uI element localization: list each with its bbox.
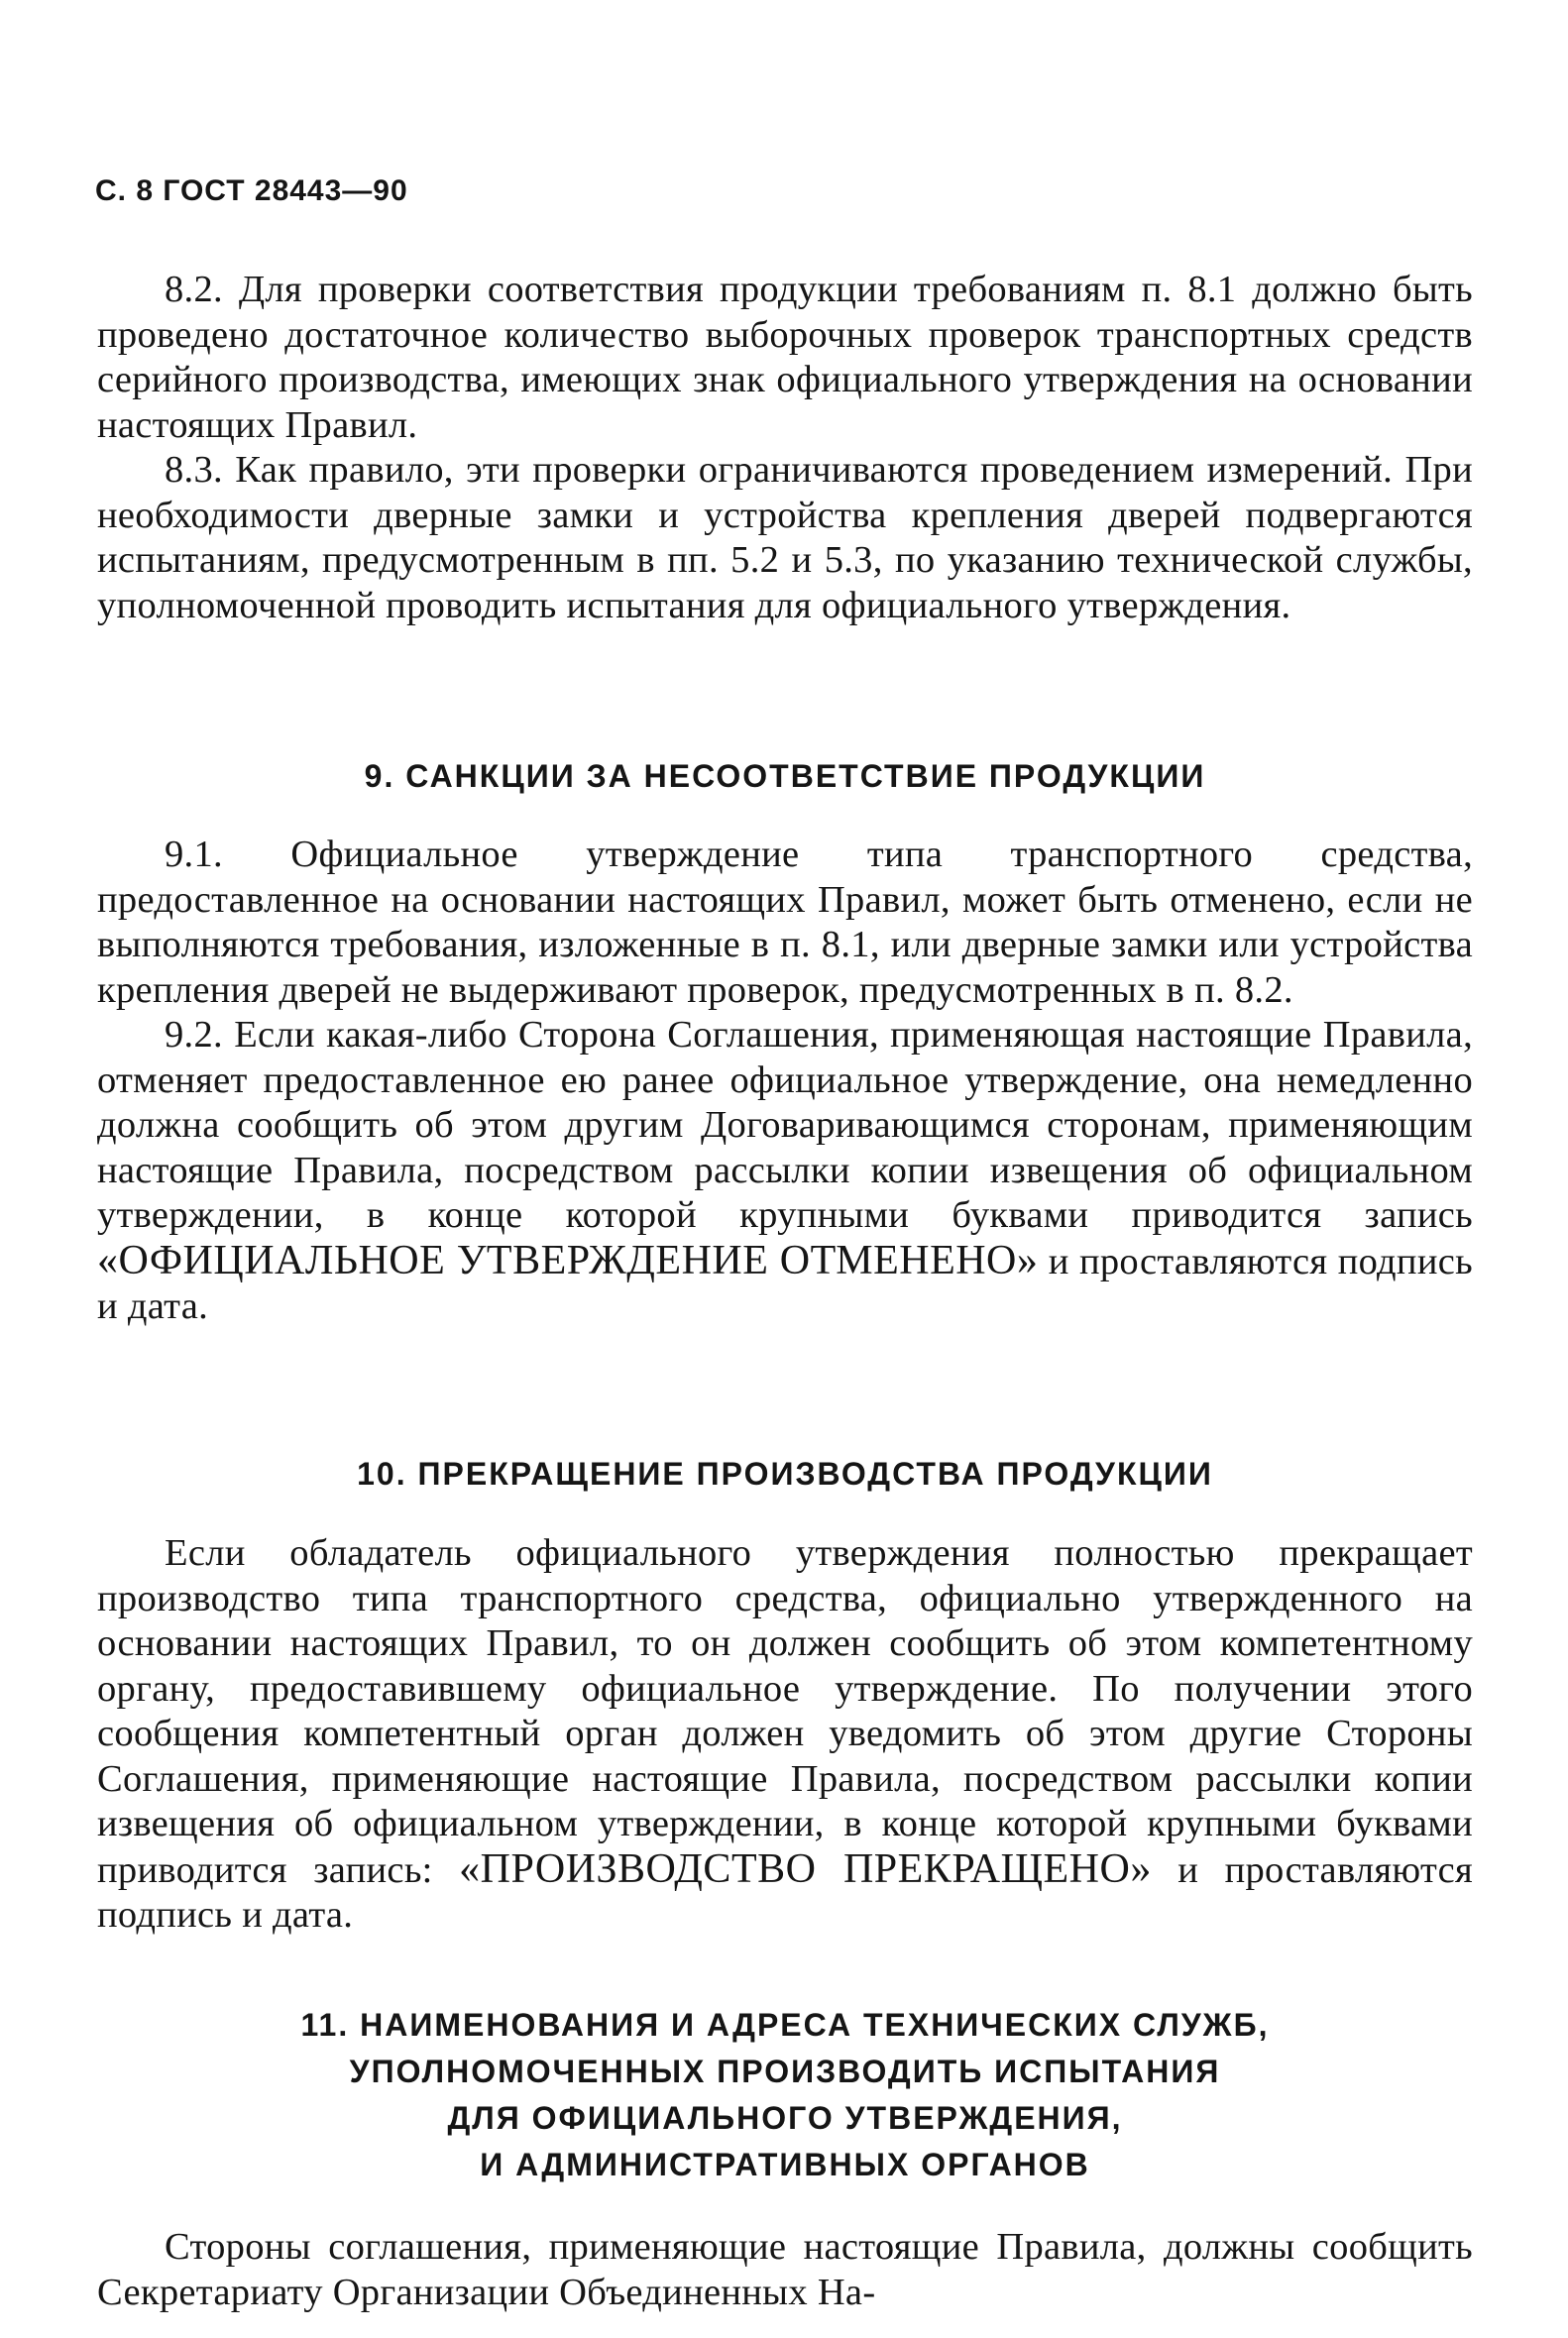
section-11-heading-line: 11. НАИМЕНОВАНИЯ И АДРЕСА ТЕХНИЧЕСКИХ СЛУЖБ, (300, 2007, 1270, 2043)
discontinuation-notice: «ПРОИЗВОДСТВО ПРЕКРАЩЕНО» (459, 1845, 1152, 1892)
section-9-heading: 9. САНКЦИИ ЗА НЕСООТВЕТСТВИЕ ПРОДУКЦИИ (364, 758, 1206, 794)
section-10-heading: 10. ПРЕКРАЩЕНИЕ ПРОИЗВОДСТВА ПРОДУКЦИИ (357, 1456, 1213, 1492)
section-11-body (97, 2225, 1473, 2315)
paragraph-9-2 (97, 1013, 1473, 1330)
paragraph-9-2-end: и проставляются подпись и дата. (97, 1240, 1473, 1327)
paragraph-11: Стороны соглашения, применяющие настоящие Правила, должны сообщить Секретариату Организации Объединенных На- (97, 2226, 1473, 2313)
section-10-body (97, 1531, 1473, 1939)
section-11-heading-line: И АДМИНИСТРАТИВНЫХ ОРГАНОВ (480, 2147, 1090, 2182)
page-header: С. 8 ГОСТ 28443—90 (95, 174, 408, 207)
section-8-body (97, 268, 1473, 628)
paragraph-8-2: 8.2. Для проверки соответствия продукции требованиям п. 8.1 должно быть проведено достаточное количество выборочных проверок транспортных средств серийного производства, имеющих знак официального утверждения на основании настоящих Правил. (97, 269, 1473, 446)
paragraph-10 (97, 1531, 1473, 1939)
section-9-body (97, 833, 1473, 1330)
section-11-heading-line: УПОЛНОМОЧЕННЫХ ПРОИЗВОДИТЬ ИСПЫТАНИЯ (349, 2054, 1221, 2089)
paragraph-8-3: 8.3. Как правило, эти проверки ограничиваются проведением измерений. При необходимости дверные замки и устройства крепления дверей подвергаются испытаниям, предусмотренным в пп. 5.2 и 5.3, по указанию технической службы, уполномоченной проводить испытания для официального утверждения. (97, 449, 1473, 626)
revocation-notice: «ОФИЦИАЛЬНОЕ УТВЕРЖДЕНИЕ ОТМЕНЕНО» (97, 1237, 1039, 1283)
paragraph-9-1: 9.1. Официальное утверждение типа транспортного средства, предоставленное на основании настоящих Правил, может быть отменено, если не выполняются требования, изложенные в п. 8.1, или дверные замки или устройства крепления дверей не выдерживают проверок, предусмотренных в п. 8.2. (97, 834, 1473, 1011)
paragraph-10-end: и проставляются подпись и дата. (97, 1848, 1473, 1936)
paragraph-9-2-text: 9.2. Если какая-либо Сторона Соглашения, применяющая настоящие Правила, отменяет предоставленное ею ранее официальное утверждение, она немедленно должна сообщить об этом другим Договаривающимся сторонам, применяющим настоящие Правила, посредством рассылки копии извещения об официальном утверждении, в конце которой крупными буквами приводится запись (97, 1014, 1473, 1236)
section-11-heading-line: ДЛЯ ОФИЦИАЛЬНОГО УТВЕРЖДЕНИЯ, (447, 2100, 1123, 2136)
paragraph-10-text: Если обладатель официального утверждения полностью прекращает производство типа транспортного средства, официально утвержденного на основании настоящих Правил, то он должен сообщить об этом компетентному органу, предоставившему официальное утверждение. По получении этого сообщения компетентный орган должен уведомить об этом другие Стороны Соглашения, применяющие настоящие Правила, посредством рассылки копии извещения об официальном утверждении, в конце которой крупными буквами приводится запись: (97, 1532, 1473, 1891)
section-11-heading (97, 2002, 1473, 2188)
